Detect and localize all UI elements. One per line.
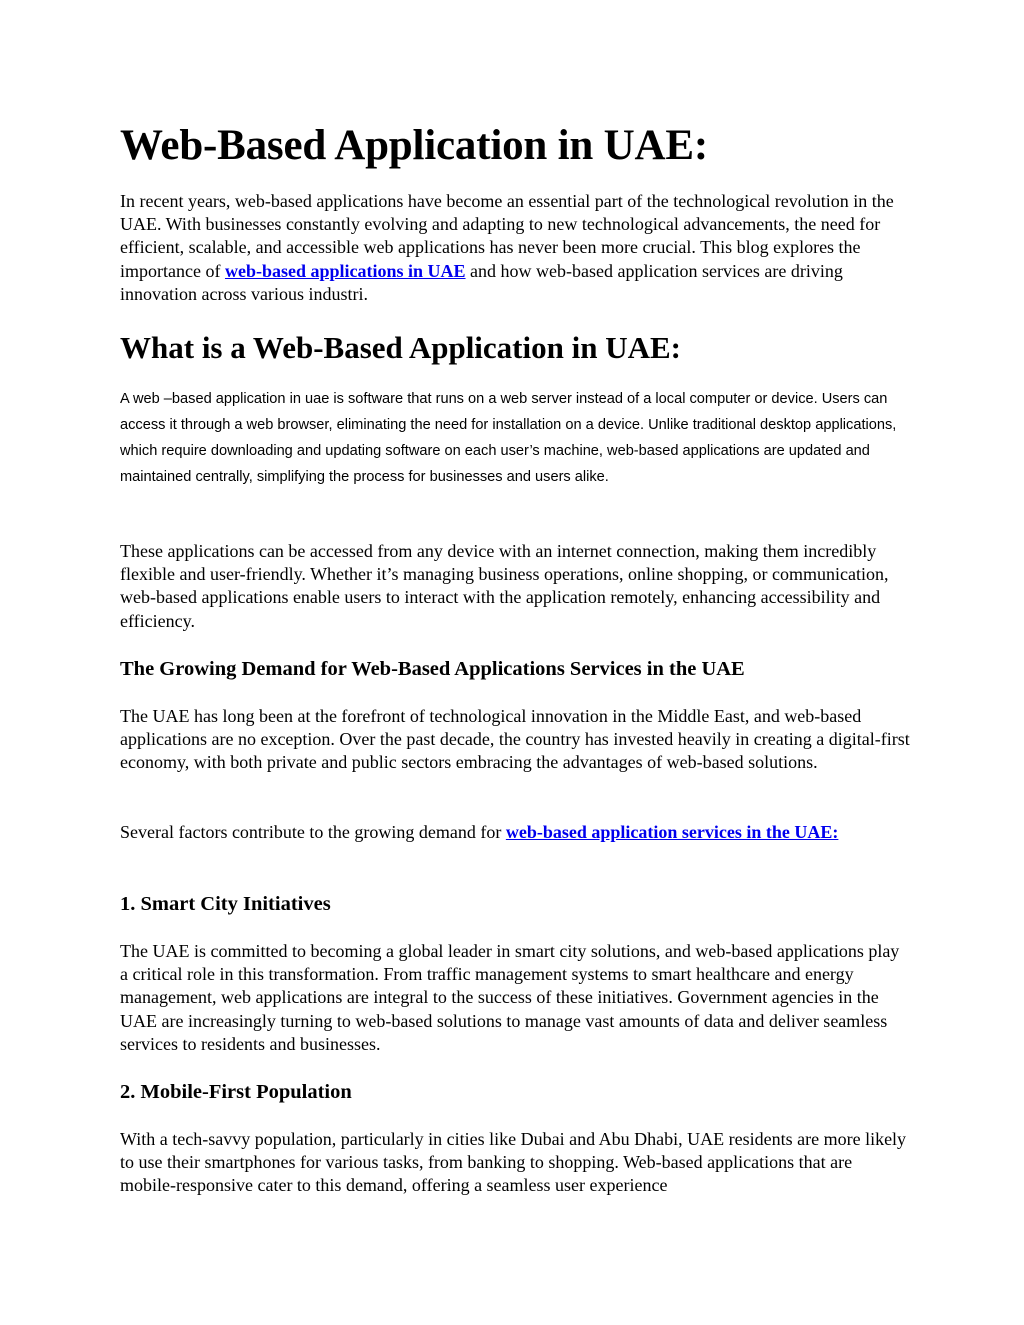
- intro-text-after: and how web-based application services are driving innovation across various industri.: [120, 260, 843, 304]
- intro-paragraph: [120, 190, 910, 306]
- demand-paragraph: The UAE has long been at the forefront of technological innovation in the Middle East, and web-based applications are no exception. Over the past decade, the country has invested heavily in creating a digital-first economy, with both private and public sectors embracing the advantages of web-based solutions.: [120, 706, 910, 773]
- factors-paragraph: [120, 821, 910, 844]
- factors-text: Several factors contribute to the growing demand for: [120, 822, 506, 842]
- access-paragraph: These applications can be accessed from any device with an internet connection, making them incredibly flexible and user-friendly. Whether it’s managing business operations, online shopping, or communication, web-based applications enable users to interact with the application remotely, enhancing accessibility and efficiency.: [120, 541, 889, 631]
- web-based-applications-link[interactable]: web-based applications in UAE: [224, 260, 466, 281]
- smart-city-paragraph: The UAE is committed to becoming a global leader in smart city solutions, and web-based applications play a critical role in this transformation. From traffic management systems to smart healthcare and energy management, web applications are integral to the success of these initiatives. Government agencies in the UAE are increasingly turning to web-based solutions to manage vast amounts of data and deliver seamless services to residents and businesses.: [120, 941, 900, 1054]
- demand-heading: The Growing Demand for Web-Based Applications Services in the UAE: [120, 658, 745, 680]
- mobile-first-paragraph: With a tech-savvy population, particularly in cities like Dubai and Abu Dhabi, UAE residents are more likely to use their smartphones for various tasks, from banking to shopping. Web-based applications that are mobile-responsive cater to this demand, offering a seamless user experience: [120, 1129, 907, 1196]
- what-is-heading: What is a Web-Based Application in UAE:: [120, 330, 681, 365]
- application-services-link[interactable]: web-based application services in the UAE:: [505, 822, 839, 842]
- mobile-first-heading: 2. Mobile-First Population: [120, 1081, 352, 1103]
- intro-text-before: In recent years, web-based applications have become an essential part of the technological revolution in the UAE. With businesses constantly evolving and adapting to new technological advancements, the need for efficient, scalable, and accessible web applications has never been more crucial. This blog explores the importance of: [120, 191, 894, 281]
- page-title: Web-Based Application in UAE:: [120, 122, 708, 169]
- smart-city-heading: 1. Smart City Initiatives: [120, 893, 331, 915]
- what-is-paragraph: A web –based application in uae is software that runs on a web server instead of a local computer or device. Users can access it through a web browser, eliminating the need for installation on a device. Unlike traditional desktop applications, which require downloading and updating software on each user’s machine, web-based applications are updated and maintained centrally, simplifying the process for businesses and users alike.: [120, 391, 897, 485]
